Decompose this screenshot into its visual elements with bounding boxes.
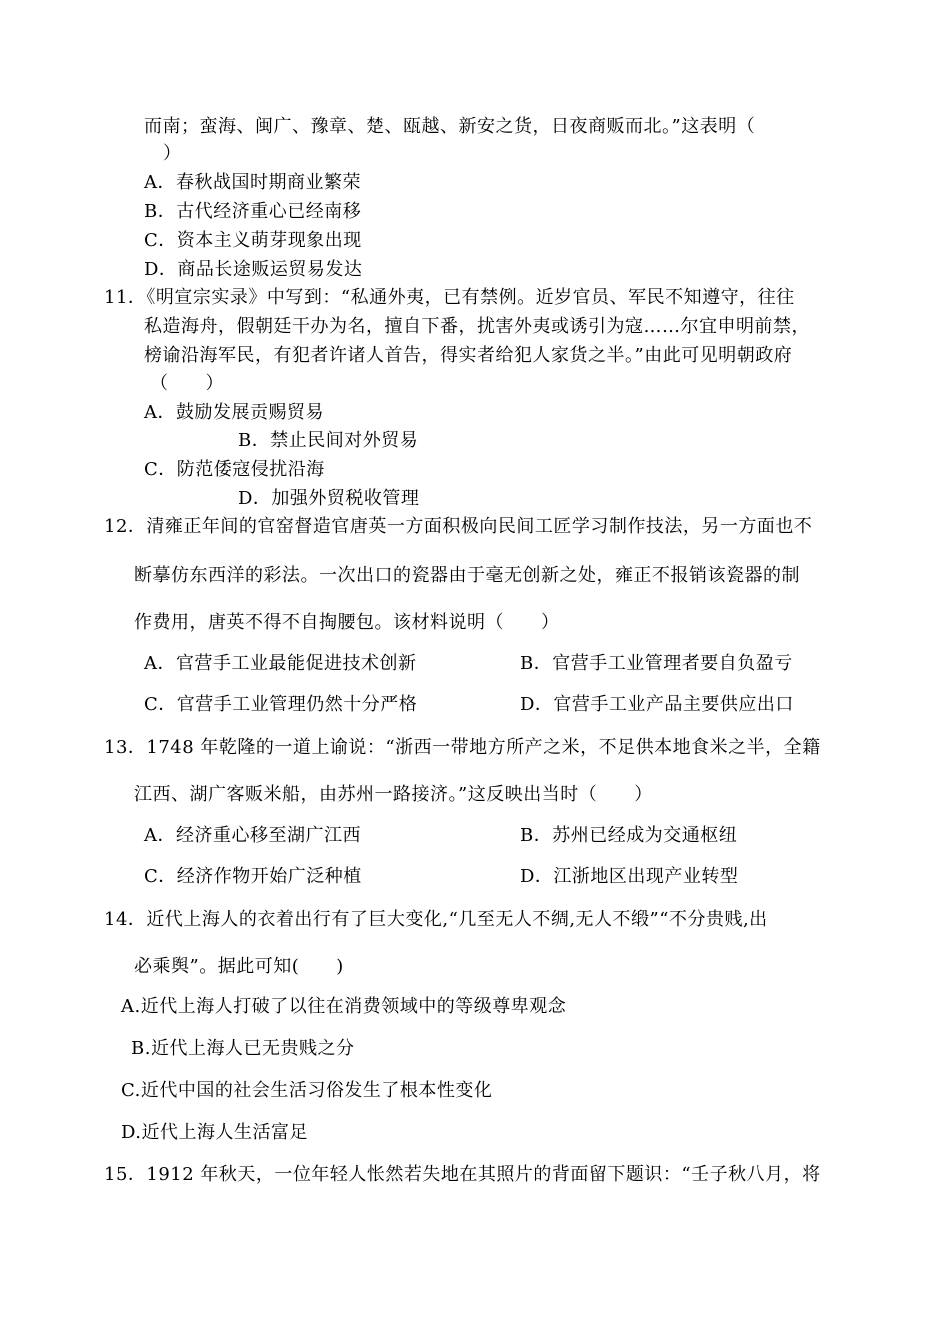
q14-option-d: D.近代上海人生活富足 xyxy=(121,1122,309,1143)
q14-option-b: B.近代上海人已无贵贱之分 xyxy=(131,1038,355,1059)
q14-stem-line-2: 必乘舆”。据此可知( ) xyxy=(134,956,344,977)
q15-stem-line-1: 15．1912 年秋天，一位年轻人怅然若失地在其照片的背面留下题识：“壬子秋八月，将 xyxy=(104,1164,821,1185)
q12-option-c: C．官营手工业管理仍然十分严格 xyxy=(144,694,418,715)
q10-answer-paren: ） xyxy=(163,143,182,164)
q14-stem-line-1: 14．近代上海人的衣着出行有了巨大变化,“几至无人不绸,无人不缎”“不分贵贱,出 xyxy=(104,909,768,930)
q11-answer-paren: （ ） xyxy=(150,373,224,394)
q11-stem-line-1: 11．《明宣宗实录》中写到：“私通外夷，已有禁例。近岁官员、军民不知遵守，往往 xyxy=(104,287,795,308)
q10-option-b: B．古代经济重心已经南移 xyxy=(144,201,362,222)
q13-option-d: D．江浙地区出现产业转型 xyxy=(520,866,739,887)
q13-option-b: B．苏州已经成为交通枢纽 xyxy=(520,825,738,846)
q10-option-c: C．资本主义萌芽现象出现 xyxy=(144,230,362,251)
q13-stem-line-2: 江西、湖广客贩米船，由苏州一路接济。”这反映出当时（ ） xyxy=(134,784,653,805)
q13-option-a: A．经济重心移至湖广江西 xyxy=(144,825,361,846)
q10-option-d: D．商品长途贩运贸易发达 xyxy=(144,259,363,280)
q12-option-d: D．官营手工业产品主要供应出口 xyxy=(520,694,794,715)
q13-option-c: C．经济作物开始广泛种植 xyxy=(144,866,362,887)
q10-stem-line: 而南；蛮海、闽广、豫章、楚、瓯越、新安之货，日夜商贩而北。”这表明（ xyxy=(144,116,756,137)
q12-option-b: B．官营手工业管理者要自负盈亏 xyxy=(520,653,793,674)
q14-option-c: C.近代中国的社会生活习俗发生了根本性变化 xyxy=(121,1080,493,1101)
q11-option-b: B．禁止民间对外贸易 xyxy=(238,430,419,451)
q14-option-a: A.近代上海人打破了以往在消费领域中的等级尊卑观念 xyxy=(121,996,567,1017)
q11-stem-line-2: 私造海舟，假朝廷干办为名，擅自下番，扰害外夷或诱引为寇……尔宜申明前禁， xyxy=(144,316,810,337)
q12-stem-line-2: 断摹仿东西洋的彩法。一次出口的瓷器由于毫无创新之处，雍正不报销该瓷器的制 xyxy=(134,565,800,586)
q11-option-c: C．防范倭寇侵扰沿海 xyxy=(144,459,325,480)
q12-stem-line-1: 12．清雍正年间的官窑督造官唐英一方面积极向民间工匠学习制作技法，另一方面也不 xyxy=(104,516,813,537)
q10-option-a: A．春秋战国时期商业繁荣 xyxy=(144,172,361,193)
q13-stem-line-1: 13．1748 年乾隆的一道上谕说：“浙西一带地方所产之米，不足供本地食米之半，全籍 xyxy=(104,737,821,758)
q11-stem-line-3: 榜谕沿海军民，有犯者许诸人首告，得实者给犯人家货之半。”由此可见明朝政府 xyxy=(144,345,793,366)
q11-option-d: D．加强外贸税收管理 xyxy=(238,488,420,509)
q12-option-a: A．官营手工业最能促进技术创新 xyxy=(144,653,417,674)
q12-stem-line-3: 作费用，唐英不得不自掏腰包。该材料说明（ ） xyxy=(134,612,560,633)
q11-option-a: A．鼓励发展贡赐贸易 xyxy=(144,402,324,423)
